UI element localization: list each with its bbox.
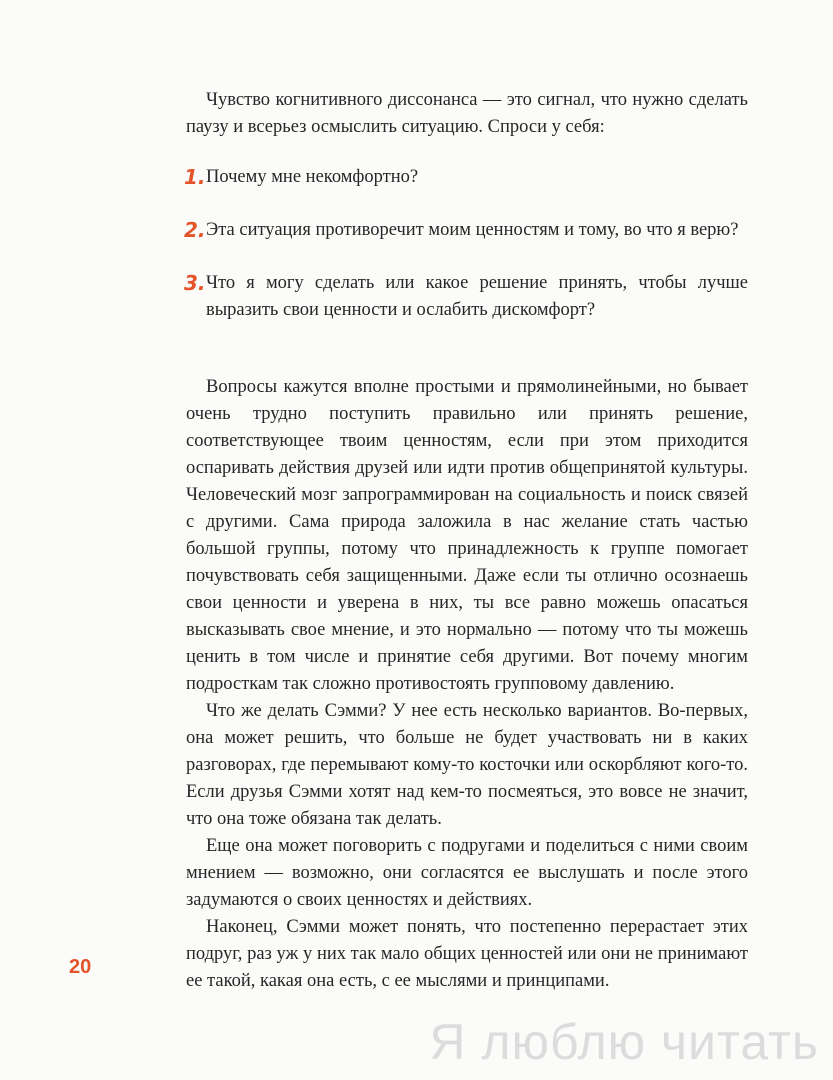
question-number: 2. [184, 218, 206, 242]
question-item [186, 217, 748, 244]
watermark: Я люблю читать [429, 1014, 819, 1070]
question-text: Что я могу сделать или какое решение принять, чтобы лучше выразить свои ценности и ослабить дискомфорт? [206, 273, 748, 320]
body-paragraph: Что же делать Сэмми? У нее есть несколько вариантов. Во-первых, она может решить, что больше не будет участвовать ни в каких разговорах, где перемывают кому-то косточки или оскорбляют кого-то. Если друзья Сэмми хотят над кем-то посмеяться, это вовсе не значит, что она тоже обязана так делать. [186, 701, 748, 829]
question-text: Почему мне некомфортно? [206, 167, 419, 187]
question-number: 1. [184, 165, 206, 189]
question-text: Эта ситуация противоречит моим ценностям и тому, во что я верю? [206, 220, 739, 240]
question-list [186, 164, 748, 324]
body-paragraph: Наконец, Сэмми может понять, что постепенно перерастает этих подруг, раз уж у них так мало общих ценностей или они не принимают ее такой, какая она есть, с ее мыслями и принципами. [186, 917, 748, 991]
question-number: 3. [184, 271, 206, 295]
page-number: 20 [69, 956, 92, 978]
question-item [186, 164, 748, 191]
body-paragraph: Вопросы кажутся вполне простыми и прямолинейными, но бывает очень трудно поступить правильно или принять решение, соответствующее твоим ценностям, если при этом приходится оспаривать действия друзей или идти против общепринятой культуры. Человеческий мозг запрограммирован на социальность и поиск связей с другими. Сама природа заложила в нас желание стать частью большой группы, потому что принадлежность к группе помогает почувствовать себя защищенными. Даже если ты отлично осознаешь свои ценности и уверена в них, ты все равно можешь опасаться высказывать свое мнение, и это нормально — потому что ты можешь ценить в том числе и принятие себя другими. Вот почему многим подросткам так сложно противостоять групповому давлению. [186, 377, 748, 694]
body-paragraph: Еще она может поговорить с подругами и поделиться с ними своим мнением — возможно, они согласятся ее выслушать и после этого задумаются о своих ценностях и действиях. [186, 836, 748, 910]
intro-paragraph: Чувство когнитивного диссонанса — это сигнал, что нужно сделать паузу и всерьез осмыслить ситуацию. Спроси у себя: [186, 90, 748, 137]
body-text [186, 374, 748, 995]
question-item [186, 270, 748, 324]
